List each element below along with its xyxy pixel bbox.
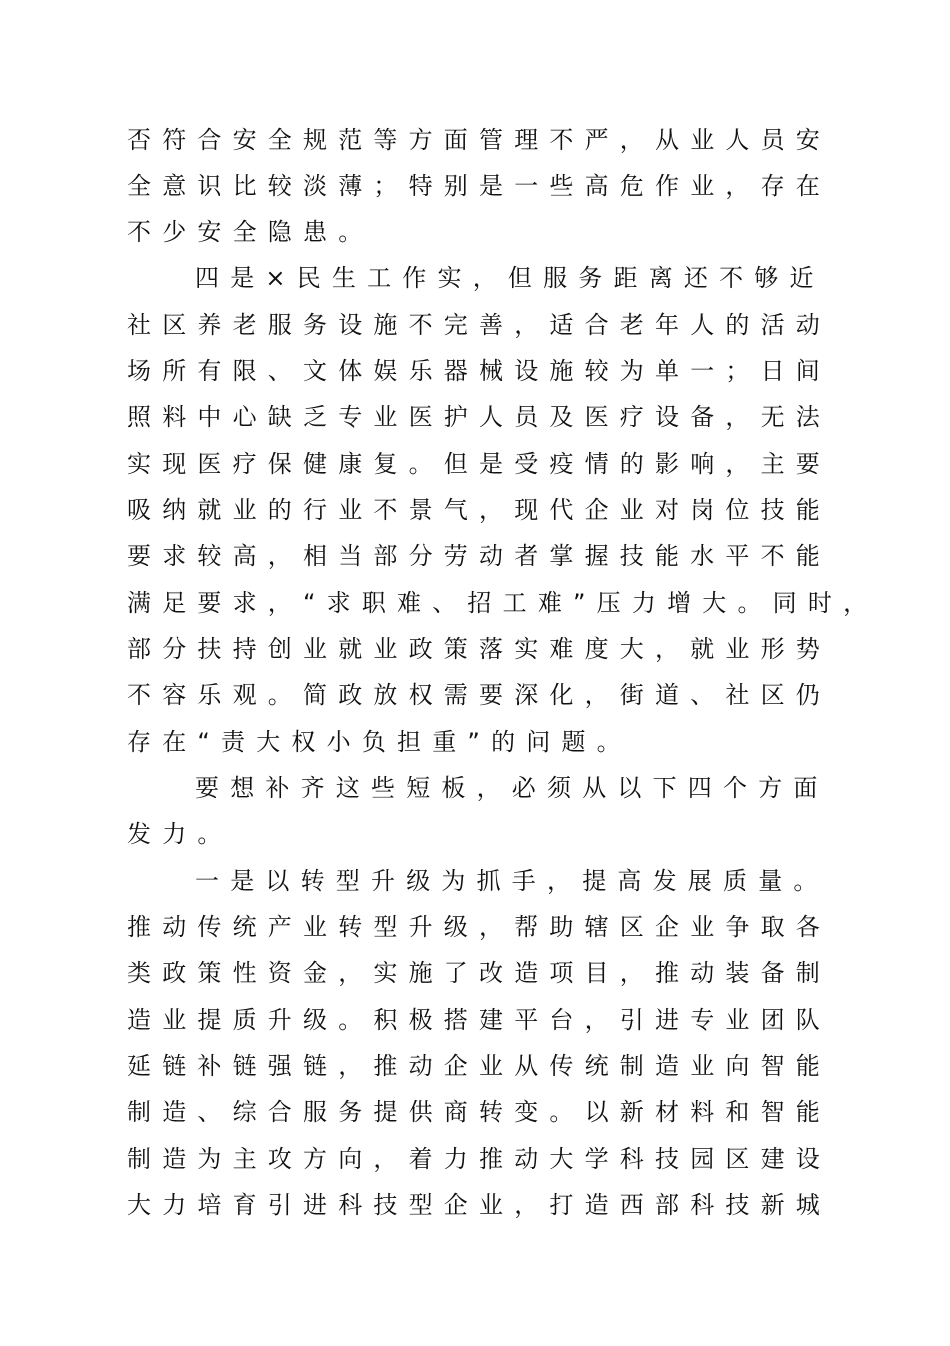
text-line: 全意识比较淡薄；特别是一些高危作业，存在 (127, 172, 831, 200)
text-line: 存在“责大权小负担重”的问题。 (127, 728, 632, 756)
text-line: 发力。 (127, 820, 233, 848)
text-line: 制造为主攻方向，着力推动大学科技园区建设 (127, 1145, 831, 1173)
text-line: 社区养老服务设施不完善，适合老年人的活动 (127, 311, 831, 339)
text-line: 造业提质升级。积极搭建平台，引进专业团队 (127, 1006, 831, 1034)
text-line: 部分扶持创业就业政策落实难度大，就业形势 (127, 635, 831, 663)
text-line: 类政策性资金，实施了改造项目，推动装备制 (127, 959, 831, 987)
text-line: 制造、综合服务提供商转变。以新材料和智能 (127, 1098, 831, 1126)
text-line: 场所有限、文体娱乐器械设施较为单一；日间 (127, 357, 831, 385)
text-line: 否符合安全规范等方面管理不严，从业人员安 (127, 126, 831, 154)
text-line: 照料中心缺乏专业医护人员及医疗设备，无法 (127, 403, 831, 431)
paragraph-start-line: 一是以转型升级为抓手，提高发展质量。 (195, 867, 829, 895)
paragraph-start-line: 要想补齐这些短板，必须从以下四个方面 (195, 774, 829, 802)
text-line: 实现医疗保健康复。但是受疫情的影响，主要 (127, 450, 831, 478)
text-line: 大力培育引进科技型企业，打造西部科技新城 (127, 1191, 831, 1219)
text-line: 满足要求，“求职难、招工难”压力增大。同时， (127, 589, 879, 617)
text-line: 推动传统产业转型升级，帮助辖区企业争取各 (127, 913, 831, 941)
text-line: 不少安全隐患。 (127, 218, 374, 246)
text-line: 延链补链强链，推动企业从传统制造业向智能 (127, 1052, 831, 1080)
text-line: 吸纳就业的行业不景气，现代企业对岗位技能 (127, 496, 831, 524)
text-line: 不容乐观。简政放权需要深化，街道、社区仍 (127, 681, 831, 709)
text-line: 要求较高，相当部分劳动者掌握技能水平不能 (127, 542, 831, 570)
paragraph-start-line: 四是×民生工作实，但服务距离还不够近 (195, 264, 825, 292)
